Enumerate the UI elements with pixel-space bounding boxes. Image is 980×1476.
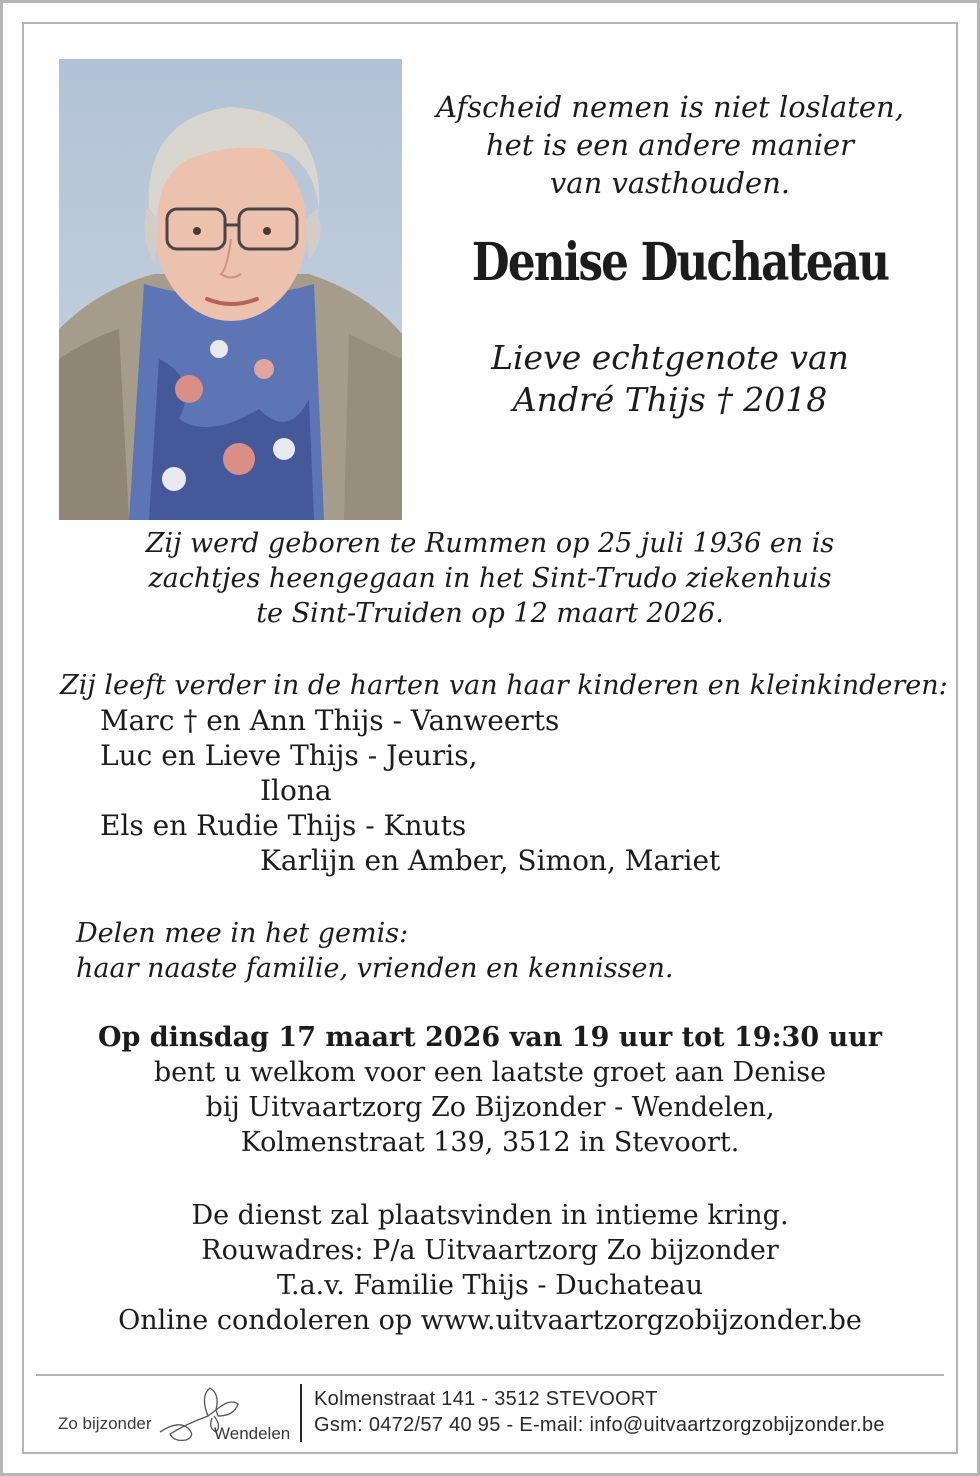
footer-separator — [300, 1384, 302, 1442]
service-line: T.a.v. Familie Thijs - Duchateau — [276, 1270, 704, 1301]
quote-line: het is een andere manier — [485, 128, 854, 162]
opening-quote — [430, 88, 910, 202]
logo-text-left: Zo bijzonder — [58, 1414, 152, 1433]
birth-line: zachtjes heengegaan in het Sint-Trudo ziekenhuis — [148, 563, 832, 594]
quote-line: Afscheid nemen is niet loslaten, — [436, 90, 904, 124]
family-intro: Zij leeft verder in de harten van haar kinderen en kleinkinderen: — [60, 670, 948, 701]
birth-death-text — [60, 526, 920, 631]
share-line: Delen mee in het gemis: — [76, 918, 409, 949]
family-line: Marc † en Ann Thijs - Vanweerts — [100, 704, 560, 737]
deceased-name: Denise Duchateau — [471, 232, 889, 293]
family-line: Ilona — [260, 774, 332, 807]
footer-contact — [314, 1386, 885, 1438]
visitation-info — [60, 1020, 920, 1160]
spouse-line: André Thijs † 2018 — [512, 380, 828, 419]
family-line: Karlijn en Amber, Simon, Mariet — [260, 844, 721, 877]
footer-address: Kolmenstraat 141 - 3512 STEVOORT — [314, 1388, 658, 1410]
portrait-photo — [59, 59, 402, 520]
shared-grief — [76, 916, 673, 986]
logo-text-right: Wendelen — [214, 1424, 291, 1443]
service-line: De dienst zal plaatsvinden in intieme kring. — [191, 1200, 789, 1231]
visitation-date: Op dinsdag 17 maart 2026 van 19 uur tot 19:30 uur — [97, 1022, 882, 1053]
online-condolence-link[interactable]: Online condoleren op www.uitvaartzorgzobijzonder.be — [118, 1305, 862, 1336]
service-info — [40, 1198, 940, 1338]
service-line: Rouwadres: P/a Uitvaartzorg Zo bijzonder — [201, 1235, 779, 1266]
footer-divider — [36, 1374, 944, 1376]
visitation-line: Kolmenstraat 139, 3512 in Stevoort. — [240, 1127, 740, 1158]
share-line: haar naaste familie, vrienden en kennissen. — [76, 953, 674, 984]
funeral-home-logo — [58, 1380, 294, 1446]
quote-line: van vasthouden. — [549, 166, 791, 200]
spouse-line: Lieve echtgenote van — [491, 338, 849, 377]
birth-line: Zij werd geboren te Rummen op 25 juli 1936 en is — [145, 528, 835, 559]
visitation-line: bij Uitvaartzorg Zo Bijzonder - Wendelen, — [205, 1092, 775, 1123]
family-line: Els en Rudie Thijs - Knuts — [100, 809, 467, 842]
family-line: Luc en Lieve Thijs - Jeuris, — [100, 739, 478, 772]
footer-phone-email[interactable]: Gsm: 0472/57 40 95 - E-mail: info@uitvaartzorgzobijzonder.be — [314, 1414, 885, 1436]
spouse-info — [430, 337, 910, 421]
visitation-line: bent u welkom voor een laatste groet aan Denise — [153, 1057, 827, 1088]
birth-line: te Sint-Truiden op 12 maart 2026. — [256, 598, 724, 629]
